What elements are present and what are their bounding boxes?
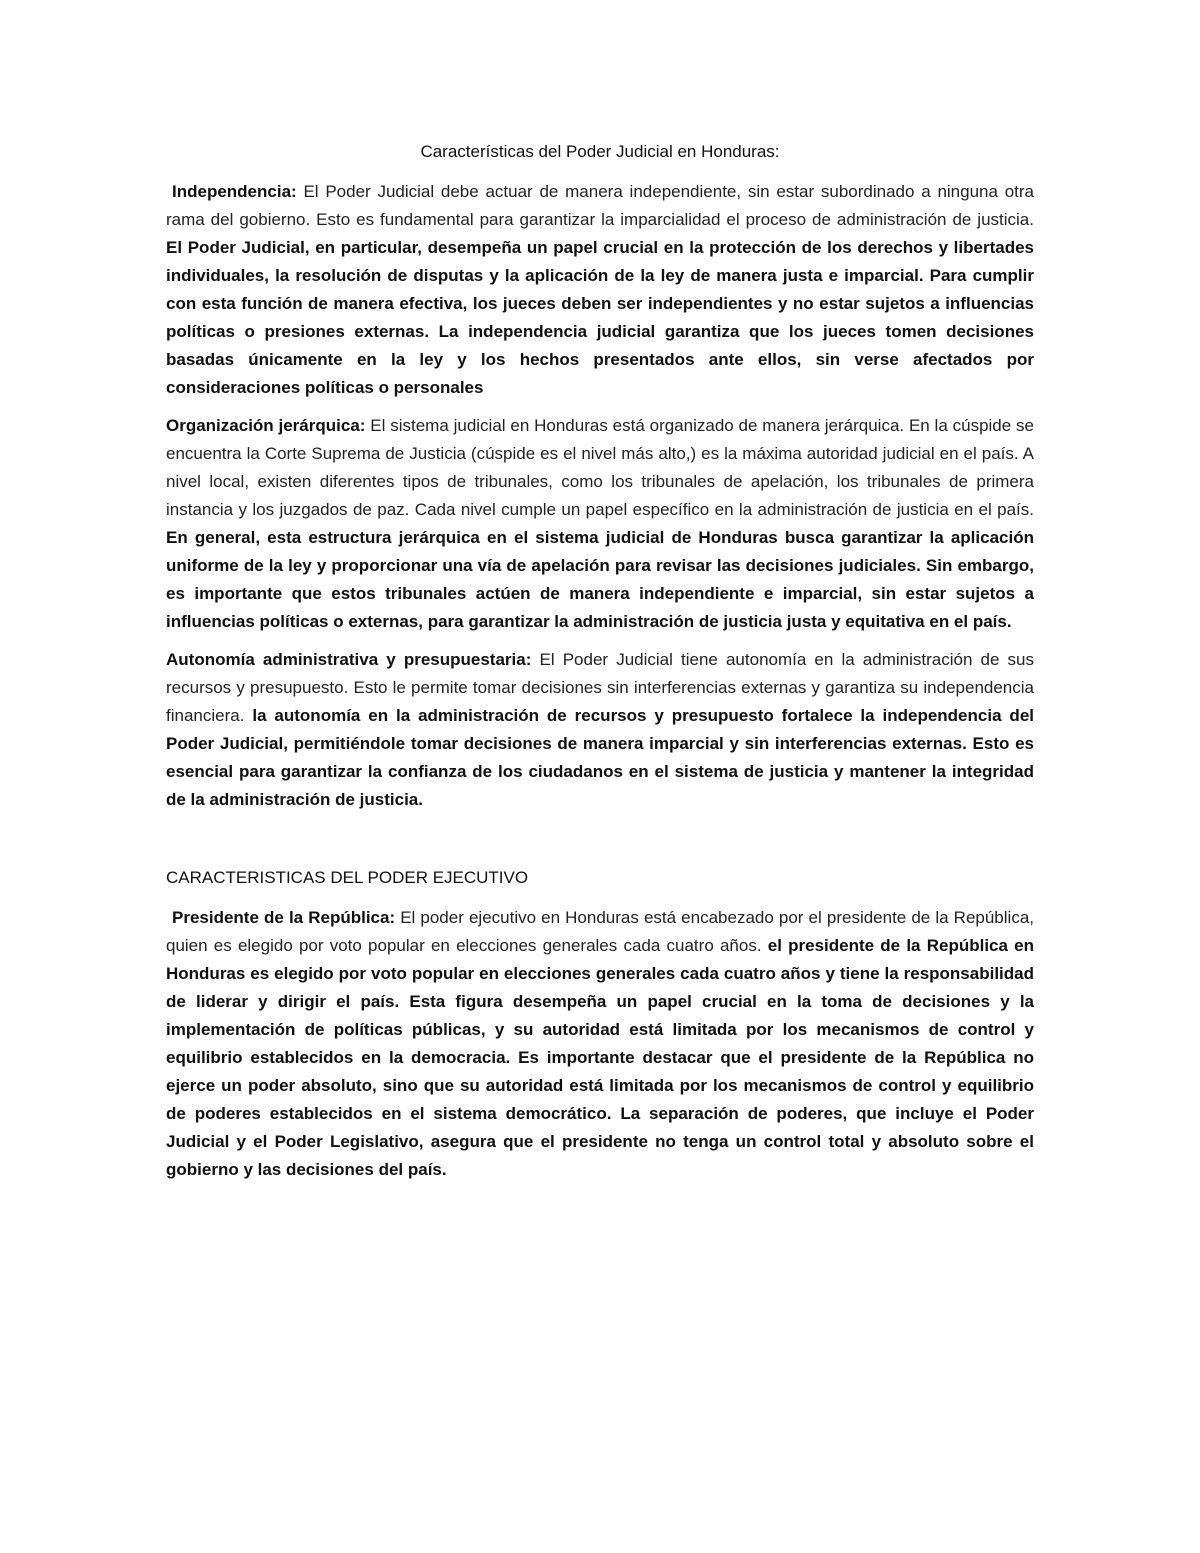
paragraph-plain-text: El sistema judicial en Honduras está organizado de manera jerárquica. En la cúspide se encuentra la Corte Suprema de Justicia (cúspide es el nivel más alto,) es la máxima autoridad judicial en el país. A nivel local, existen diferentes tipos de tribunales, como los tribunales de apelación, los tribunales de primera instancia y los juzgados de paz. Cada nivel cumple un papel específico en la administración de justicia en el país. — [166, 416, 1034, 519]
paragraph-bold-text: el presidente de la República en Honduras es elegido por voto popular en elecciones generales cada cuatro años y tiene la responsabilidad de liderar y dirigir el país. Esta figura desempeña un papel crucial en la toma de decisiones y la implementación de políticas públicas, y su autoridad está limitada por los mecanismos de control y equilibrio establecidos en la democracia. Es importante destacar que el presidente de la República no ejerce un poder absoluto, sino que su autoridad está limitada por los mecanismos de control y equilibrio de poderes establecidos en el sistema democrático. La separación de poderes, que incluye el Poder Judicial y el Poder Legislativo, asegura que el presidente no tenga un control total y absoluto sobre el gobierno y las decisiones del país. — [166, 936, 1034, 1179]
paragraph-plain-text: El poder ejecutivo en Honduras está encabezado por el presidente de la República, quien es elegido por voto popular en elecciones generales cada cuatro años. — [166, 908, 1034, 955]
paragraph-lead: Organización jerárquica: — [166, 416, 366, 435]
paragraph-plain-text: El Poder Judicial tiene autonomía en la administración de sus recursos y presupuesto. Esto le permite tomar decisiones sin interferencias externas y garantiza su independencia financiera. — [166, 650, 1034, 725]
paragraph-autonomia — [166, 646, 1034, 814]
paragraph-presidente — [166, 904, 1034, 1184]
paragraph-lead: Autonomía administrativa y presupuestaria: — [166, 650, 532, 669]
document-page — [166, 138, 1034, 1194]
paragraph-bold-text: la autonomía en la administración de recursos y presupuesto fortalece la independencia del Poder Judicial, permitiéndole tomar decisiones de manera imparcial y sin interferencias externas. Esto es esencial para garantizar la confianza de los ciudadanos en el sistema de justicia y mantener la integridad de la administración de justicia. — [166, 706, 1034, 809]
paragraph-lead: Presidente de la República: — [172, 908, 396, 927]
section-heading-ejecutivo: CARACTERISTICAS DEL PODER EJECUTIVO — [166, 868, 529, 887]
paragraph-bold-text: El Poder Judicial, en particular, desempeña un papel crucial en la protección de los derechos y libertades individuales, la resolución de disputas y la aplicación de la ley de manera justa e imparcial. Para cumplir con esta función de manera efectiva, los jueces deben ser independientes y no estar sujetos a influencias políticas o presiones externas. La independencia judicial garantiza que los jueces tomen decisiones basadas únicamente en la ley y los hechos presentados ante ellos, sin verse afectados por consideraciones políticas o personales — [166, 238, 1034, 397]
paragraph-independencia — [166, 178, 1034, 402]
paragraph-plain-text: El Poder Judicial debe actuar de manera independiente, sin estar subordinado a ninguna otra rama del gobierno. Esto es fundamental para garantizar la imparcialidad el proceso de administración de justicia. — [166, 182, 1034, 229]
paragraph-bold-text: En general, esta estructura jerárquica en el sistema judicial de Honduras busca garantizar la aplicación uniforme de la ley y proporcionar una vía de apelación para revisar las decisiones judiciales. Sin embargo, es importante que estos tribunales actúen de manera independiente e imparcial, sin estar sujetos a influencias políticas o externas, para garantizar la administración de justicia justa y equitativa en el país. — [166, 528, 1034, 631]
paragraph-organizacion — [166, 412, 1034, 636]
document-title: Características del Poder Judicial en Honduras: — [420, 142, 780, 161]
paragraph-lead: Independencia: — [172, 182, 297, 201]
